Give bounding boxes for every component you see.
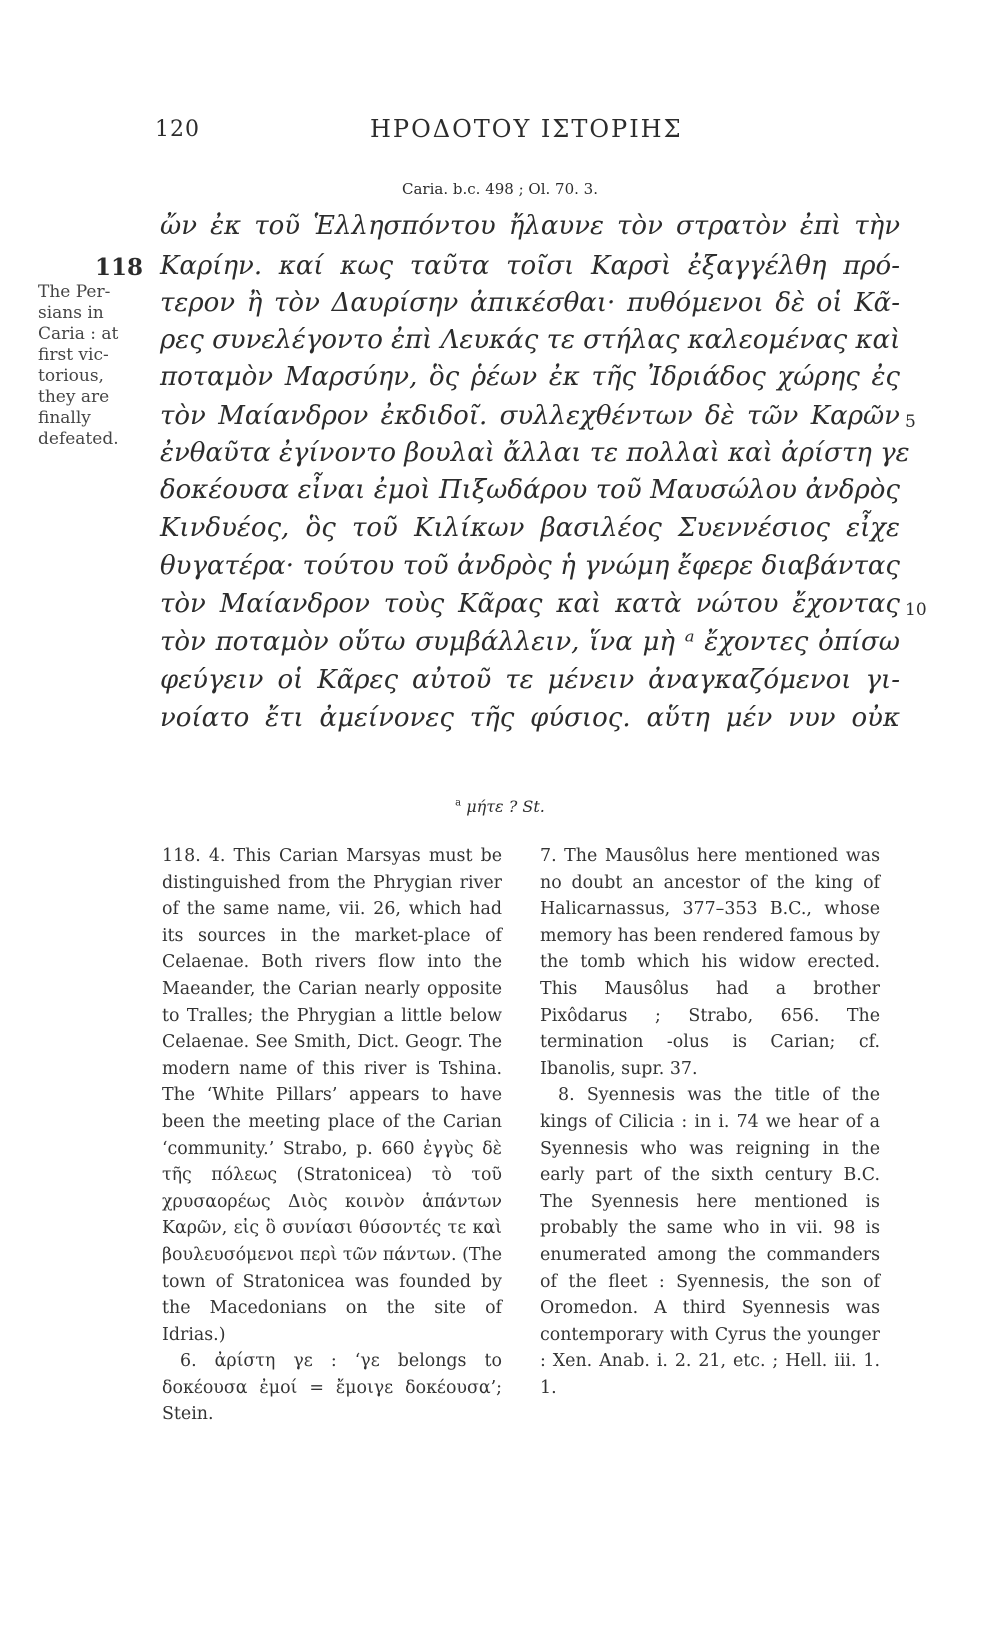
marginal-note (38, 282, 130, 450)
sidenote-line: they are (38, 387, 110, 407)
footnote-marker: a (455, 797, 462, 809)
chronology-caption: Caria. b.c. 498 ; Ol. 70. 3. (402, 180, 598, 198)
sidenote-line: The Per- (38, 282, 111, 302)
greek-text-line: τὸν Μαίανδρον τοὺς Κᾶρας καὶ κατὰ νώτου ἔχοντας (160, 589, 900, 619)
textual-footnote (0, 797, 1000, 816)
greek-text-line: ἐνθαῦτα ἐγίνοντο βουλαὶ ἄλλαι τε πολλαὶ καὶ ἀρίστη γε (160, 438, 910, 468)
commentary-left-column (162, 843, 502, 1428)
commentary-note: 118. 4. This Carian Marsyas must be distinguished from the Phrygian river of the same name, vii. 26, which had its sources in the market-place of Celaenae. Both rivers flow into the Maeander, the Carian nearly opposite to Tralles; the Phrygian a little below Celaenae. See Smith, Dict. Geogr. The modern name of this river is Tshina. The ‘White Pillars’ appears to have been the meeting place of the Carian ‘community.’ Strabo, p. 660 ἐγγὺς δὲ τῆς πόλεως (Stratonicea) τὸ τοῦ χρυσαορέως Διὸς κοινὸν ἁπάντων Καρῶν, εἰς ὃ συνίασι θύσοντές τε καὶ βουλευσόμενοι περὶ τῶν πάντων. (The town of Stratonicea was founded by the Macedonians on the site of Idrias.) (162, 846, 502, 1345)
commentary-note: 8. Syennesis was the title of the kings of Cilicia : in i. 74 we hear of a Syennesis who was reigning in the early part of the sixth century B.C. The Syennesis here mentioned is probably the same who in vii. 98 is enumerated among the commanders of the fleet : Syennesis, the son of Oromedon. A third Syennesis was contemporary with Cyrus the younger : Xen. Anab. i. 2. 21, etc. ; Hell. iii. 1. 1. (540, 1085, 880, 1398)
line-number: 5 (905, 412, 916, 432)
greek-text-line: ποταμὸν Μαρσύην, ὃς ῥέων ἐκ τῆς Ἰδριάδος χώρης ἐς (160, 362, 900, 392)
greek-text-line: νοίατο ἔτι ἀμείνονες τῆς φύσιος. αὕτη μέν νυν οὐκ (160, 703, 900, 733)
greek-text-line: τερον ἢ τὸν Δαυρίσην ἀπικέσθαι· πυθόμενοι δὲ οἱ Κᾶ- (160, 288, 900, 318)
sidenote-line: finally (38, 408, 91, 428)
sidenote-line: torious, (38, 366, 104, 386)
sidenote-line: Caria : at (38, 324, 119, 344)
section-number: 118 (95, 254, 144, 281)
commentary-note: 7. The Mausôlus here mentioned was no doubt an ancestor of the king of Halicarnassus, 377–353 B.C., whose memory has been rendered famous by the tomb which his widow erected. This Mausôlus had a brother Pixôdarus ; Strabo, 656. The termination -olus is Carian; cf. Ibanolis, supr. 37. (540, 846, 880, 1079)
sidenote-line: first vic- (38, 345, 109, 365)
greek-text-line: τὸν Μαίανδρον ἐκδιδοῖ. συλλεχθέντων δὲ τῶν Καρῶν (160, 401, 900, 431)
greek-text-line: θυγατέρα· τούτου τοῦ ἀνδρὸς ἡ γνώμη ἔφερε διαβάντας (160, 551, 900, 581)
greek-text-line: ρες συνελέγοντο ἐπὶ Λευκάς τε στήλας καλεομένας καὶ (160, 325, 901, 355)
line-number: 10 (905, 600, 927, 620)
greek-text-line: ὤν ἐκ τοῦ Ἑλλησπόντου ἤλαυνε τὸν στρατὸν ἐπὶ τὴν (160, 211, 900, 241)
greek-text-line: Καρίην. καί κως ταῦτα τοῖσι Καρσὶ ἐξαγγέλθη πρό- (160, 251, 900, 281)
page-number: 120 (155, 117, 200, 142)
greek-text-line: φεύγειν οἱ Κᾶρες αὐτοῦ τε μένειν ἀναγκαζόμενοι γι- (160, 665, 900, 695)
greek-text-line: Κινδυέος, ὃς τοῦ Κιλίκων βασιλέος Συεννέσιος εἶχε (160, 513, 900, 543)
greek-text-line: δοκέουσα εἶναι ἐμοὶ Πιξωδάρου τοῦ Μαυσώλου ἀνδρὸς (160, 475, 900, 505)
commentary-note: 6. ἀρίστη γε : ‘γε belongs to δοκέουσα ἐμοί = ἔμοιγε δοκέουσα’; Stein. (162, 1351, 502, 1425)
footnote-text: μήτε ? St. (466, 797, 545, 816)
sidenote-line: sians in (38, 303, 104, 323)
commentary-right-column (540, 843, 880, 1401)
sidenote-line: defeated. (38, 429, 119, 449)
greek-text-line: τὸν ποταμὸν οὕτω συμβάλλειν, ἵνα μὴ ᵃ ἔχοντες ὀπίσω (160, 627, 900, 657)
running-title: ΗΡΟΔΟΤΟΥ ΙΣΤΟΡΙΗΣ (370, 115, 683, 143)
